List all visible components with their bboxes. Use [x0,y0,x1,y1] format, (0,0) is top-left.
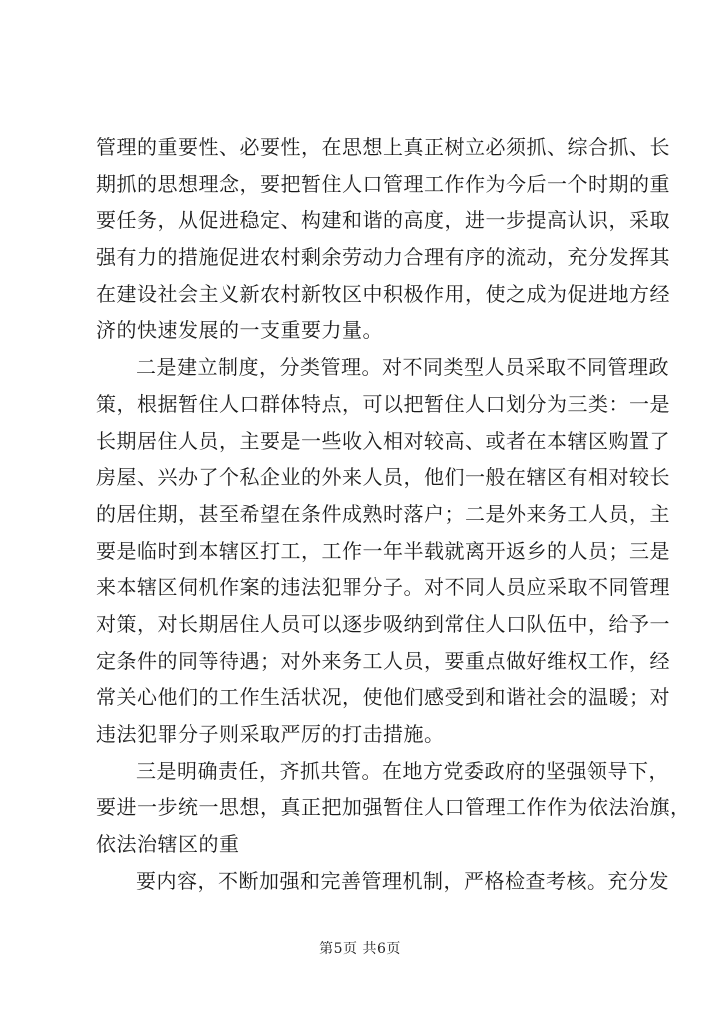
text-line: 强有力的措施促进农村剩余劳动力合理有序的流动，充分发挥其 [96,245,670,270]
text-line: 对策，对长期居住人员可以逐步吸纳到常住人口队伍中，给予一 [96,611,670,636]
paragraph-start-line: 要内容，不断加强和完善管理机制，严格检查考核。充分发 [136,868,669,893]
body-text [96,129,691,899]
text-line: 违法犯罪分子则采取严厉的打击措施。 [96,722,445,746]
text-line: 要进一步统一思想，真正把加强暂住人口管理工作作为依法治旗， [96,795,691,820]
text-line: 长期居住人员，主要是一些收入相对较高、或者在本辖区购置了 [96,428,670,453]
text-line: 要是临时到本辖区打工，工作一年半载就离开返乡的人员；三是 [96,538,670,563]
paragraph-start-line: 三是明确责任，齐抓共管。在地方党委政府的坚强领导下， [136,758,669,783]
text-line: 在建设社会主义新农村新牧区中积极作用，使之成为促进地方经 [96,281,670,306]
text-line: 期抓的思想理念，要把暂住人口管理工作作为今后一个时期的重 [96,171,670,196]
text-line: 常关心他们的工作生活状况，使他们感受到和谐社会的温暖；对 [96,685,670,710]
text-line: 策，根据暂住人口群体特点，可以把暂住人口划分为三类：一是 [96,391,670,416]
paragraph-start-line: 二是建立制度，分类管理。对不同类型人员采取不同管理政 [136,355,669,380]
text-line: 定条件的同等待遇；对外来务工人员，要重点做好维权工作，经 [96,648,670,673]
text-line: 的居住期，甚至希望在条件成熟时落户；二是外来务工人员，主 [96,501,670,526]
text-line: 要任务，从促进稳定、构建和谐的高度，进一步提高认识，采取 [96,208,670,233]
text-line: 来本辖区伺机作案的违法犯罪分子。对不同人员应采取不同管理 [96,575,670,600]
text-line: 房屋、兴办了个私企业的外来人员，他们一般在辖区有相对较长 [96,465,670,490]
text-line: 管理的重要性、必要性，在思想上真正树立必须抓、综合抓、长 [96,135,670,159]
page-number-footer: 第5页 共6页 [319,941,401,957]
text-line: 依法治辖区的重 [96,832,240,857]
text-line: 济的快速发展的一支重要力量。 [96,318,383,343]
